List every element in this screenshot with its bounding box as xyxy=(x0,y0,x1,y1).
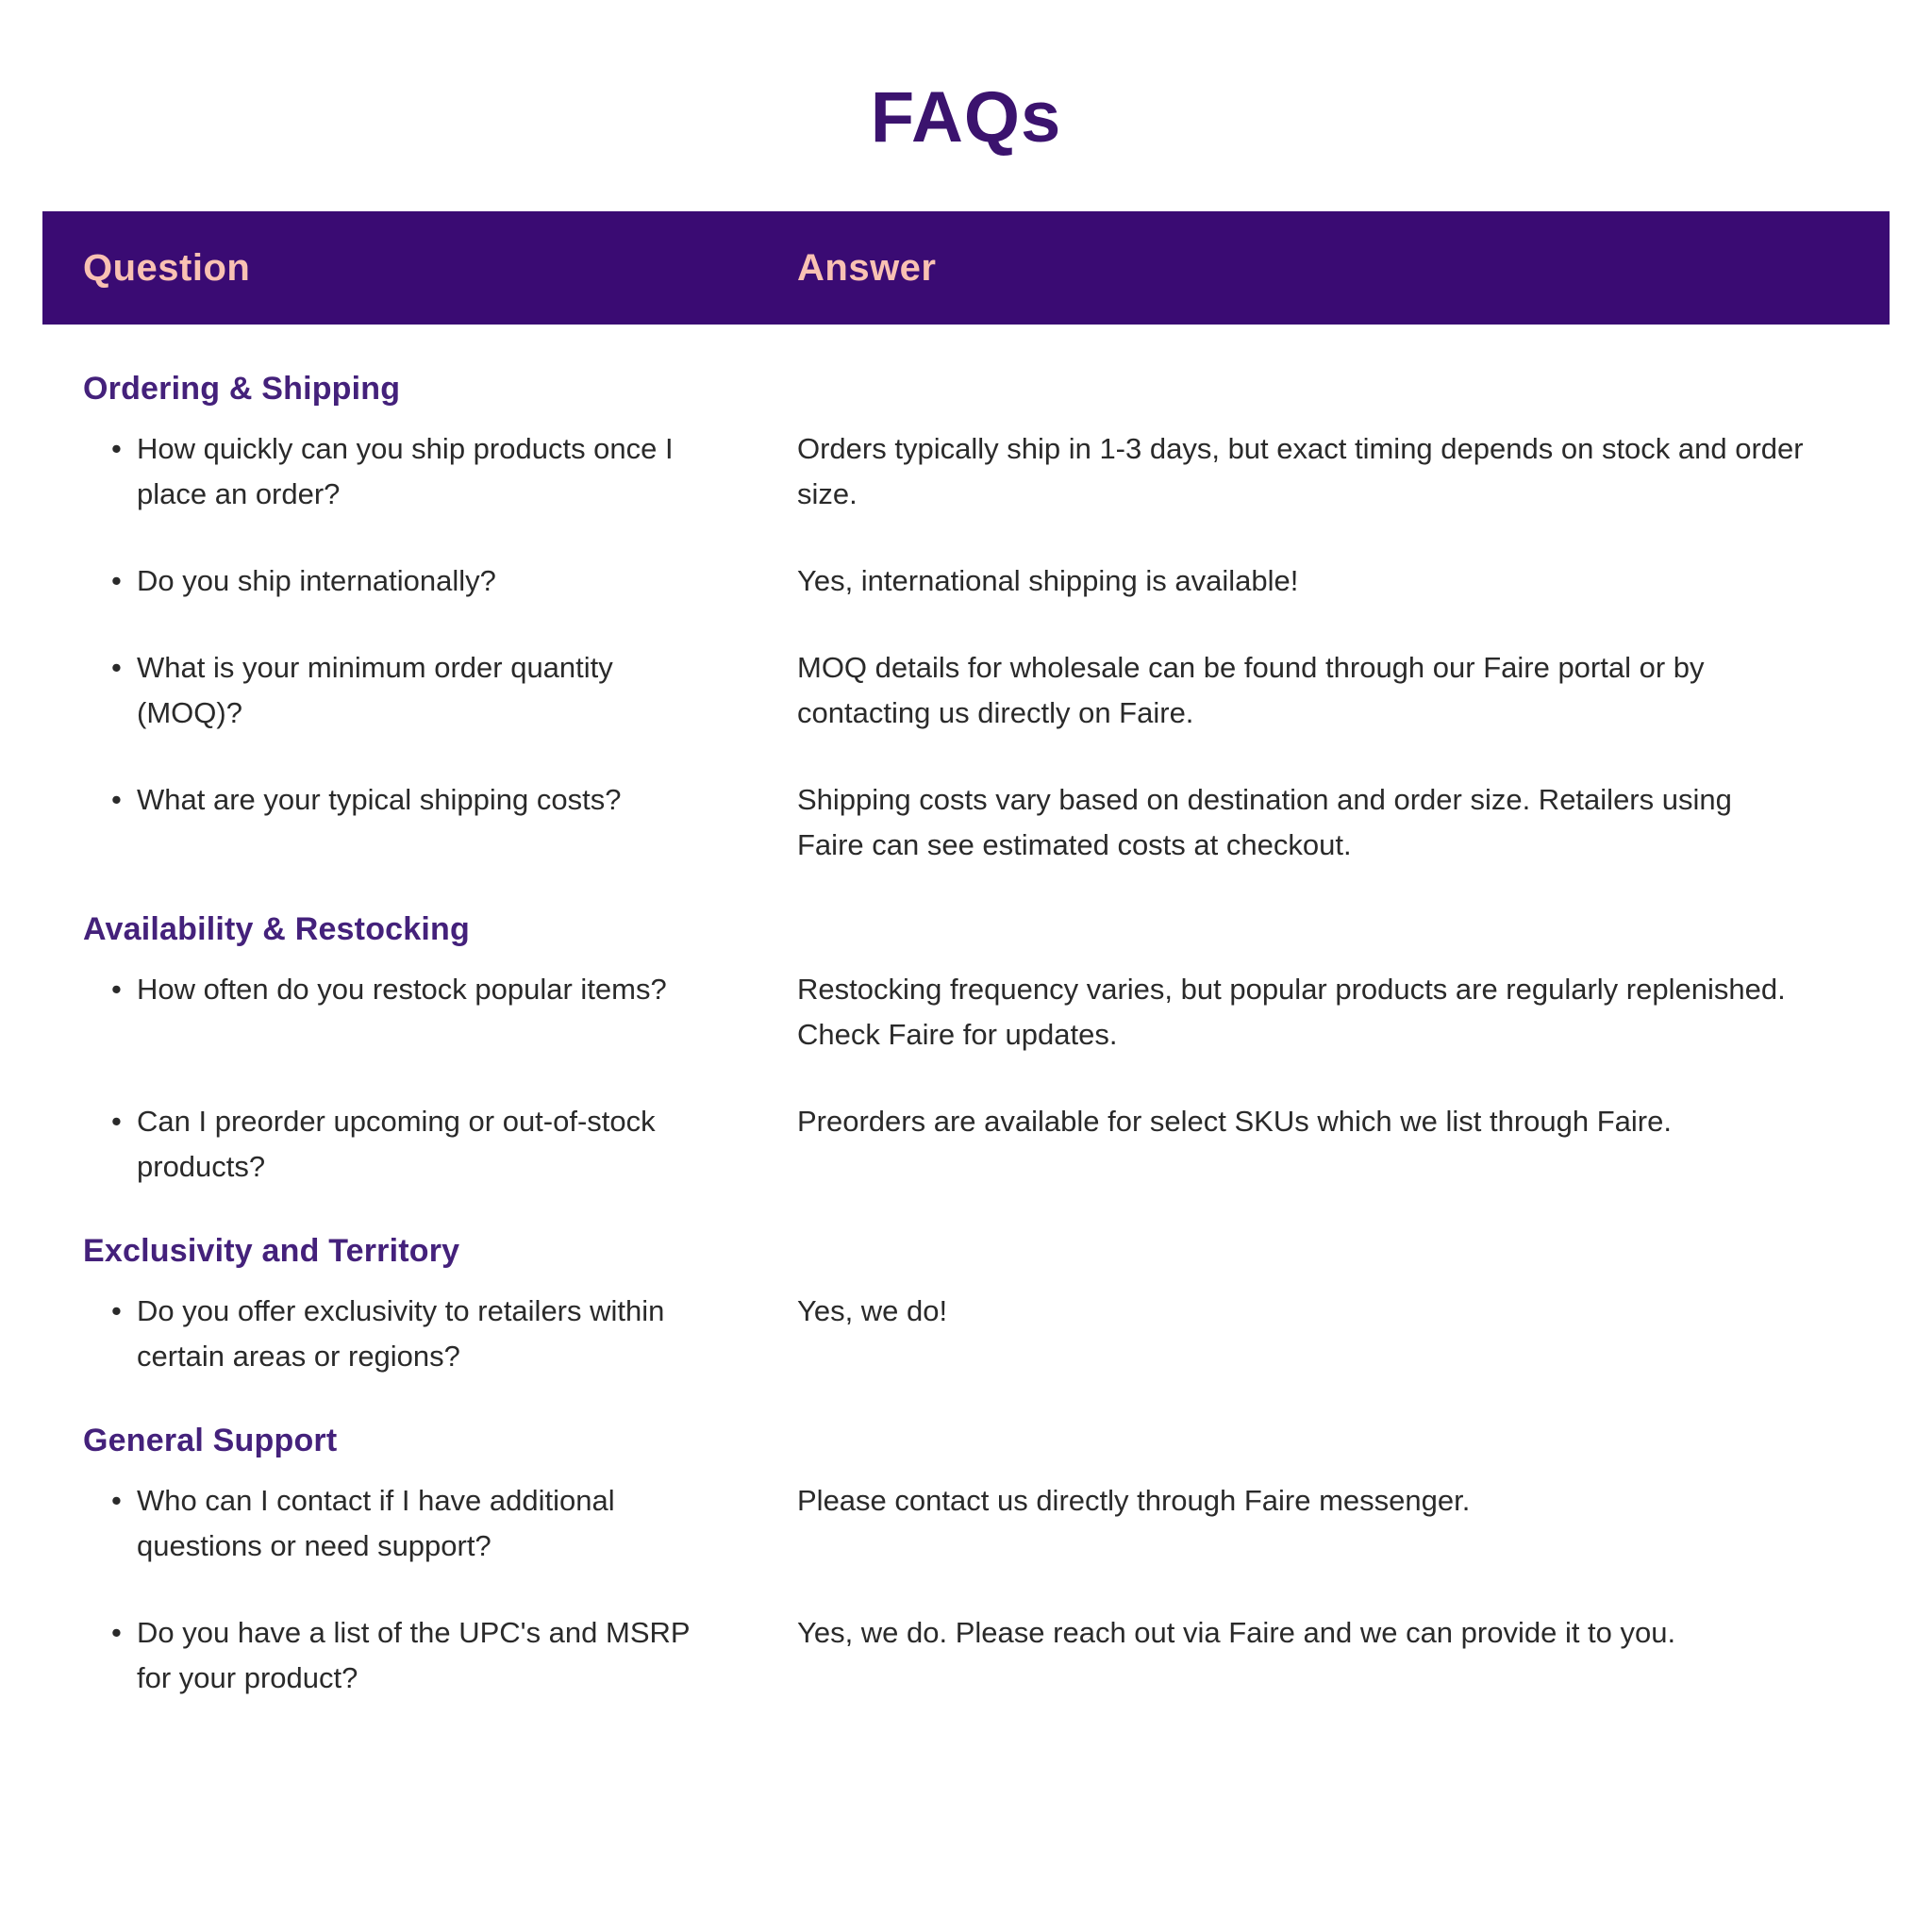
faq-items xyxy=(42,426,1890,868)
question-cell xyxy=(42,558,797,604)
faq-row xyxy=(42,1289,1890,1379)
answer-text: Yes, we do! xyxy=(797,1294,948,1327)
faq-section xyxy=(42,909,1890,1190)
faq-section xyxy=(42,1231,1890,1379)
question-text: What is your minimum order quantity (MOQ)? xyxy=(137,651,613,729)
faq-row xyxy=(42,645,1890,736)
question-text: Who can I contact if I have additional questions or need support? xyxy=(137,1484,615,1562)
question-cell xyxy=(42,777,797,868)
question-text: Do you offer exclusivity to retailers within certain areas or regions? xyxy=(137,1294,665,1373)
question-cell xyxy=(42,1610,797,1701)
question-text: How quickly can you ship products once I place an order? xyxy=(137,432,674,510)
bullet-icon: • xyxy=(111,432,122,465)
faq-items xyxy=(42,1478,1890,1701)
question-text: How often do you restock popular items? xyxy=(137,973,667,1006)
answer-text: Please contact us directly through Faire messenger. xyxy=(797,1484,1471,1517)
section-heading: Availability & Restocking xyxy=(83,911,470,947)
bullet-icon: • xyxy=(111,1294,122,1327)
question-cell xyxy=(42,426,797,517)
answer-text: Restocking frequency varies, but popular products are regularly replenished. Check Faire for updates. xyxy=(797,973,1786,1051)
section-heading: Ordering & Shipping xyxy=(83,371,401,407)
faq-body xyxy=(42,369,1890,1701)
bullet-icon: • xyxy=(111,973,122,1006)
faq-row xyxy=(42,967,1890,1058)
question-cell xyxy=(42,1478,797,1569)
faq-row xyxy=(42,1099,1890,1190)
question-cell xyxy=(42,1289,797,1379)
page-title: FAQs xyxy=(870,77,1062,158)
faq-row xyxy=(42,1610,1890,1701)
bullet-icon: • xyxy=(111,1105,122,1138)
answer-text: Yes, international shipping is available! xyxy=(797,564,1299,597)
question-text: What are your typical shipping costs? xyxy=(137,783,622,816)
faq-section xyxy=(42,369,1890,868)
faq-row xyxy=(42,777,1890,868)
question-cell xyxy=(42,645,797,736)
faq-items xyxy=(42,1289,1890,1379)
question-cell xyxy=(42,967,797,1058)
question-cell xyxy=(42,1099,797,1190)
answer-text: Orders typically ship in 1-3 days, but exact timing depends on stock and order size. xyxy=(797,432,1804,510)
question-text: Do you ship internationally? xyxy=(137,564,496,597)
bullet-icon: • xyxy=(111,783,122,816)
section-heading: General Support xyxy=(83,1423,338,1458)
question-text: Do you have a list of the UPC's and MSRP for your product? xyxy=(137,1616,691,1694)
answer-text: Shipping costs vary based on destination and order size. Retailers using Faire can see estimated costs at checkout. xyxy=(797,783,1732,861)
faq-items xyxy=(42,967,1890,1190)
answer-text: Yes, we do. Please reach out via Faire and we can provide it to you. xyxy=(797,1616,1676,1649)
faq-row xyxy=(42,1478,1890,1569)
faq-row xyxy=(42,558,1890,604)
table-header xyxy=(42,211,1890,325)
faq-section xyxy=(42,1421,1890,1701)
bullet-icon: • xyxy=(111,564,122,597)
bullet-icon: • xyxy=(111,1484,122,1517)
answer-column-header: Answer xyxy=(797,246,937,289)
question-text: Can I preorder upcoming or out-of-stock products? xyxy=(137,1105,656,1183)
bullet-icon: • xyxy=(111,1616,122,1649)
question-column-header: Question xyxy=(83,246,251,289)
faq-row xyxy=(42,426,1890,517)
answer-text: Preorders are available for select SKUs which we list through Faire. xyxy=(797,1105,1672,1138)
bullet-icon: • xyxy=(111,651,122,684)
section-heading: Exclusivity and Territory xyxy=(83,1233,460,1269)
answer-text: MOQ details for wholesale can be found through our Faire portal or by contacting us directly on Faire. xyxy=(797,651,1705,729)
